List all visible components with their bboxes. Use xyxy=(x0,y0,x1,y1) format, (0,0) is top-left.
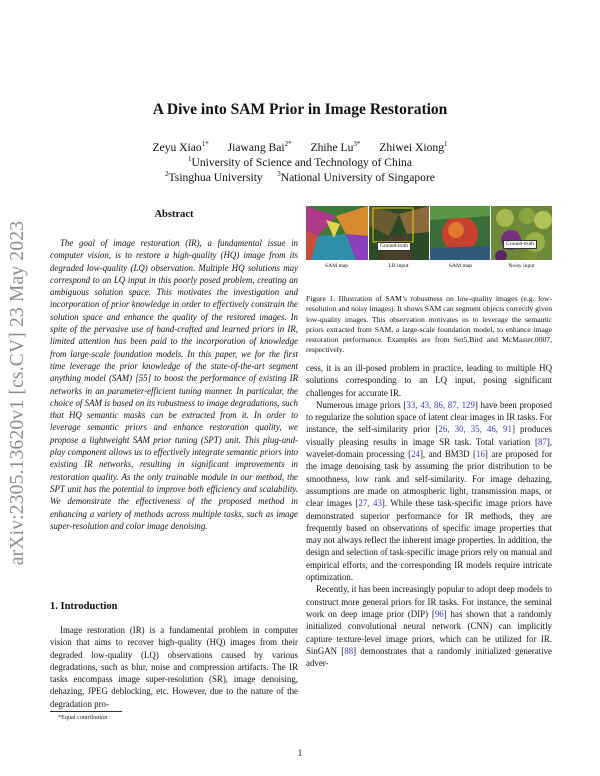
intro-paragraph: Image restoration (IR) is a fundamental problem in computer vision that aims to recover high-quality (HQ) images from their degraded low-quality (LQ) observations caused by various degradations, such as blur, noise and compression artifacts. The IR tasks encompass image super-resolution (SR), image denoising, dehazing, JPEG deblocking, etc. However, due to the nature of the degradation pro- xyxy=(50,625,298,709)
sam-map-bird-image xyxy=(430,206,490,260)
sam-map-butterfly-image xyxy=(306,206,368,260)
section-heading-introduction: 1. Introduction xyxy=(50,601,118,612)
paragraph-deep-priors: Recently, it has been increasingly popular to adopt deep models to construct more general priors for IR tasks. For instance, the seminal work on deep image prior (DIP) [96] has shown that a randomly initialized convolutional neural network (CNN) can implicitly capture texture-level image priors, which can be utilized for IR. SinGAN [88] demonstrates that a randomly initialized generative adver- xyxy=(306,584,552,669)
panel-label-2: LR input xyxy=(388,263,409,269)
author-2: Jiawang Bai$^{2*}$ xyxy=(227,140,292,154)
abstract-body xyxy=(50,237,298,532)
paragraph-1: cess, it is an ill-posed problem in practice, leading to multiple HQ solutions corresponding to an LQ input, posing significant challenges for accurate IR. xyxy=(306,363,552,398)
paragraph-priors: Numerous image priors [33, 43, 86, 87, 129] have been proposed to regularize the solution space of latent clear images in IR tasks. For instance, the self-similarity prior [26, 30, 35, 46, 91] produces visually pleasing results in image SR task. Total variation [87], wavelet-domain processing [24], and BM3D [16] are proposed for the image denoising task by assuming the prior distribution to be smoothness, low rank and self-similarity. For image dehazing, assumptions are made on atmospheric light, transmission maps, or clear images [27, 43]. While these task-specific image priors have demonstrated superior performance for IR methods, they are frequently based on observations of specific image properties that may not always reflect the inherent image properties. In addition, the design and selection of task-specific image priors rely on manual and empirical efforts, and the corresponding IR models require intricate optimization. xyxy=(306,399,552,583)
noisy-input-image xyxy=(491,206,552,260)
figure-caption: Figure 1. Illustration of SAM’s robustness on low-quality images (e.g. low-resolution and noisy images). It shows SAM can segment objects correctly given low-quality images. This observation motivates us to leverage the semantic priors extracted from SAM, a large-scale foundation model, to enhance image restoration performance. Examples are from Set5,Bird and McMaster,0007, respectively. xyxy=(306,294,552,355)
author-names xyxy=(0,140,600,155)
figure-1 xyxy=(306,206,552,286)
citation-link[interactable]: 26, 30, 35, 46, 91 xyxy=(438,424,512,435)
lr-input-butterfly-image xyxy=(369,206,429,260)
citation-link[interactable]: 27, 43 xyxy=(358,498,382,509)
paper-title: A Dive into SAM Prior in Image Restoration xyxy=(152,101,448,118)
author-3: Zhihe $Lu^{3*}$ xyxy=(310,140,361,154)
footnote-rule xyxy=(50,711,122,712)
figure-panel-lr-input xyxy=(369,206,429,260)
author-block xyxy=(0,140,600,185)
arxiv-stamp: arXiv:2305.13620v1 [cs.CV] 23 May 2023 xyxy=(7,220,28,566)
citation-link[interactable]: 16 xyxy=(476,449,485,460)
abstract-text: The goal of image restoration (IR), a fundamental issue in computer vision, is to restore a high-quality (HQ) image from its degraded low-quality (LQ) observation. Multiple HQ solutions may correspond to an LQ input in this poorly posed problem, creating an ambiguous solution space. This motivates the investigation and incorporation of prior knowledge in order to effectively constrain the solution space and enhance the quality of the restored images. In spite of the pervasive use of hand-crafted and learned priors in IR, limited attention has been paid to the incorporation of knowledge from large-scale foundation models. In this paper, we for the first time leverage the prior knowledge of the state-of-the-art segment anything model (SAM) [55] to boost the performance of existing IR networks in an parameter-efficient tuning manner. In particular, the choice of SAM is based on its robustness to image degradations, such that HQ semantic masks can be extracted from it. In order to leverage semantic priors and enhance restoration quality, we propose a lightweight SAM prior tuning (SPT) unit. This plug-and-play component allows us to effectively integrate semantic priors into existing IR networks, resulting in significant improvements in restoration quality. As the only trainable module in our method, the SPT unit has the potential to improve both efficiency and scalability. We demonstrate the effectiveness of the proposed method in enhancing a variety of methods across multiple tasks, such as image super-resolution and color image denoising. xyxy=(50,238,298,531)
citation-link[interactable]: 87 xyxy=(537,436,547,447)
intro-body xyxy=(50,624,298,710)
author-4: Zhiwei Xiong$^1$ xyxy=(379,140,448,154)
citation-link[interactable]: 33, 43, 86, 87, 129 xyxy=(406,399,475,410)
figure-panel-sam-map-2 xyxy=(430,206,490,260)
groundtruth-label-1: Ground-truth xyxy=(377,242,411,251)
affiliation-1: $^1$University of Science and Technology of China xyxy=(188,155,412,169)
author-1: Zeyu Xiao$^{1*}$ xyxy=(152,140,209,154)
figure-panel-sam-map-1 xyxy=(306,206,368,260)
citation-link[interactable]: 96 xyxy=(434,608,444,619)
panel-label-1: SAM map xyxy=(324,263,349,269)
panel-label-4: Noisy input xyxy=(508,263,535,269)
footnote: *Equal contribution xyxy=(58,714,108,721)
affiliation-2-3: $^2$Tsinghua University $^3$National University of Singapore xyxy=(165,170,435,184)
abstract-heading: Abstract xyxy=(154,209,194,220)
citation-link[interactable]: 88 xyxy=(344,645,354,656)
right-column-body xyxy=(306,362,552,669)
page-number: 1 xyxy=(297,748,303,758)
panel-label-3: SAM map xyxy=(448,263,473,269)
citation-link[interactable]: 24 xyxy=(411,449,420,460)
figure-panel-noisy-input xyxy=(491,206,552,260)
groundtruth-label-2: Ground-truth xyxy=(503,240,537,249)
